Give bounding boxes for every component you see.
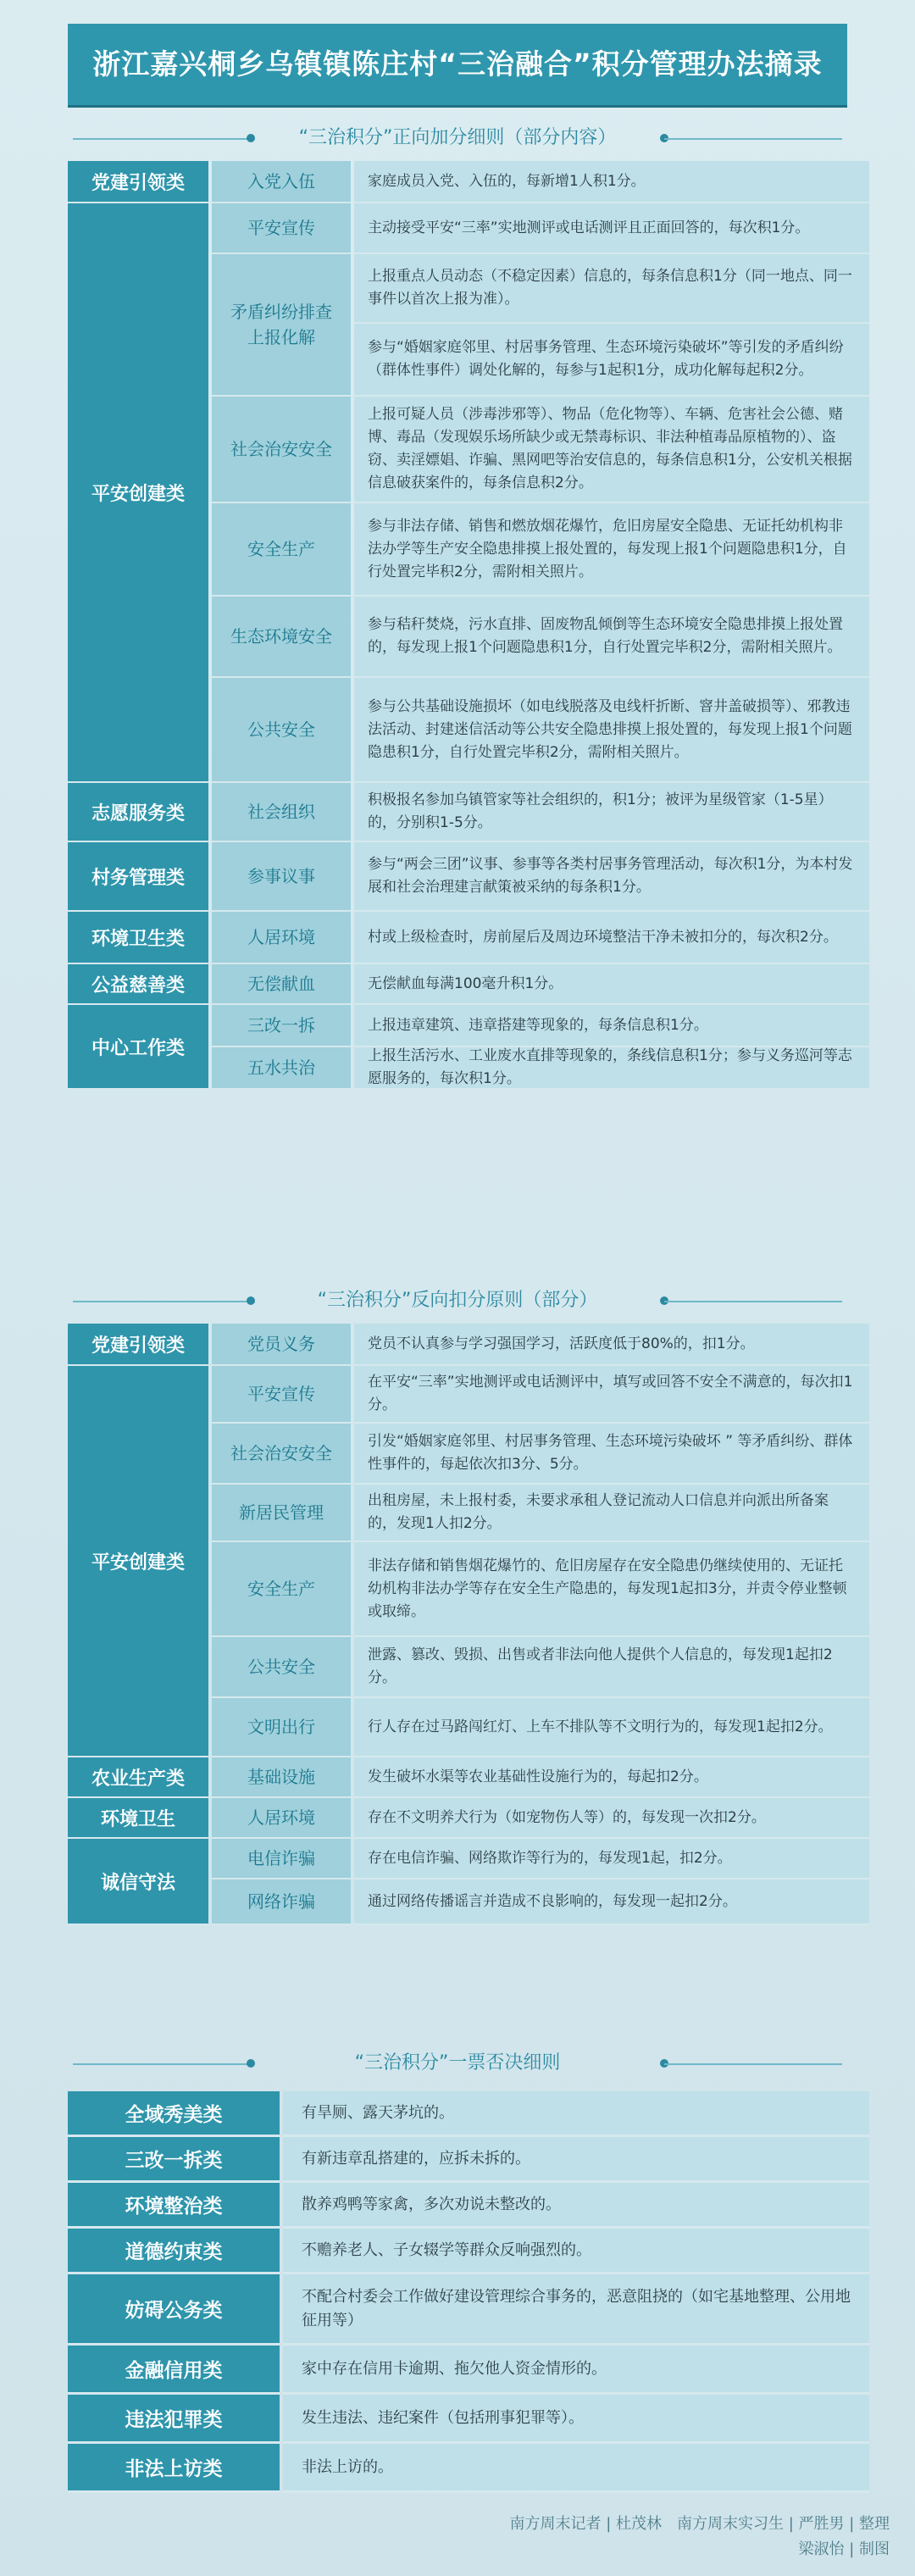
- rule-description: 上报重点人员动态（不稳定因素）信息的，每条信息积1分（同一地点、同一事件以首次上报为准）。: [354, 254, 869, 324]
- item-cell: 社会治安安全: [212, 397, 351, 503]
- rule-description: 引发“婚姻家庭邻里、村居事务管理、生态环境污染破坏 ” 等矛盾纠纷、群体性事件的，每起依次扣3分、5分。: [354, 1424, 869, 1485]
- item-cell: 人居环境: [212, 1798, 351, 1839]
- item-cell: 公共安全: [212, 678, 351, 783]
- rule-description: 村或上级检查时，房前屋后及周边环境整洁干净未被扣分的，每次积2分。: [354, 912, 869, 964]
- rule-description: 通过网络传播谣言并造成不良影响的，每发现一起扣2分。: [354, 1879, 869, 1925]
- veto-category: 非法上访类: [68, 2444, 280, 2493]
- veto-category: 妨碍公务类: [68, 2274, 280, 2346]
- item-cell: 党员义务: [212, 1324, 351, 1366]
- rule-description: 主动接受平安“三率”实地测评或电话测评且正面回答的，每次积1分。: [354, 203, 869, 254]
- credits: [42, 2512, 890, 2562]
- item-cell: 三改一拆: [212, 1005, 351, 1047]
- section-heading-text: “三治积分”反向扣分原则（部分）: [317, 1290, 598, 1311]
- rule-description: 存在不文明养犬行为（如宠物伤人等）的，每发现一次扣2分。: [354, 1798, 869, 1839]
- item-cell: 文明出行: [212, 1698, 351, 1757]
- item-cell: 安全生产: [212, 503, 351, 597]
- rule-description: 无偿献血每满100毫升积1分。: [354, 964, 869, 1005]
- section-heading-text: “三治积分”正向加分细则（部分内容）: [298, 127, 617, 148]
- item-cell: 矛盾纠纷排查上报化解: [212, 254, 351, 397]
- rule-description: 出租房屋，未上报村委，未要求承租人登记流动人口信息并向派出所备案的，发现1人扣2分。: [354, 1485, 869, 1542]
- veto-category: 金融信用类: [68, 2346, 280, 2395]
- item-cell: 无偿献血: [212, 964, 351, 1005]
- item-cell: 社会组织: [212, 783, 351, 842]
- category-cell: 村务管理类: [68, 842, 208, 912]
- item-cell: 平安宣传: [212, 203, 351, 254]
- rule-description: 参与“婚姻家庭邻里、村居事务管理、生态环境污染破坏”等引发的矛盾纠纷（群体性事件）调处化解的，每参与1起积1分，成功化解每起积2分。: [354, 324, 869, 397]
- veto-category: 违法犯罪类: [68, 2395, 280, 2444]
- item-cell: 参事议事: [212, 842, 351, 912]
- negative-points-table: [68, 1324, 869, 2020]
- category-cell: 环境卫生: [68, 1798, 208, 1839]
- veto-description: 家中存在信用卡逾期、拖欠他人资金情形的。: [283, 2346, 869, 2395]
- rule-description: 上报生活污水、工业废水直排等现象的，条线信息积1分；参与义务巡河等志愿服务的，每次积1分。: [354, 1047, 869, 1090]
- item-cell: 新居民管理: [212, 1485, 351, 1542]
- veto-description: 非法上访的。: [283, 2444, 869, 2493]
- category-cell: 志愿服务类: [68, 783, 208, 842]
- rule-description: 泄露、篡改、毁损、出售或者非法向他人提供个人信息的，每发现1起扣2分。: [354, 1637, 869, 1698]
- item-cell: 安全生产: [212, 1542, 351, 1637]
- item-cell: 网络诈骗: [212, 1879, 351, 1925]
- category-cell: 诚信守法: [68, 1839, 208, 1925]
- page-title: 浙江嘉兴桐乡乌镇镇陈庄村“三治融合”积分管理办法摘录: [68, 24, 847, 105]
- veto-table: [68, 2091, 869, 2498]
- veto-description: 不赡养老人、子女辍学等群众反响强烈的。: [283, 2229, 869, 2274]
- rule-description: 发生破坏水渠等农业基础性设施行为的，每起扣2分。: [354, 1757, 869, 1798]
- section-heading-negative: [73, 1281, 842, 1320]
- category-cell: 平安创建类: [68, 203, 208, 783]
- veto-category: 三改一拆类: [68, 2137, 280, 2183]
- category-cell: 中心工作类: [68, 1005, 208, 1090]
- rule-description: 家庭成员入党、入伍的，每新增1人积1分。: [354, 161, 869, 203]
- category-cell: 公益慈善类: [68, 964, 208, 1005]
- rule-description: 上报可疑人员（涉毒涉邪等）、物品（危化物等）、车辆、危害社会公德、赌博、毒品（发现娱乐场所缺少或无禁毒标识、非法种植毒品原植物的）、盗窃、卖淫嫖娼、诈骗、黑网吧等治安信息的，每条信息积1分，公安机关根据信息破获案件的，每条信息积2分。: [354, 397, 869, 503]
- rule-description: 存在电信诈骗、网络欺诈等行为的，每发现1起，扣2分。: [354, 1839, 869, 1879]
- rule-description: 参与公共基础设施损坏（如电线脱落及电线杆折断、窨井盖破损等）、邪教违法活动、封建迷信活动等公共安全隐患排摸上报处置的，每发现上报1个问题隐患积1分，自行处置完毕积2分，需附相关照片。: [354, 678, 869, 783]
- veto-category: 环境整治类: [68, 2183, 280, 2229]
- category-cell: 农业生产类: [68, 1757, 208, 1798]
- item-cell: 电信诈骗: [212, 1839, 351, 1879]
- category-cell: 党建引领类: [68, 161, 208, 203]
- veto-description: 有新违章乱搭建的，应拆未拆的。: [283, 2137, 869, 2183]
- section-heading-text: “三治积分”一票否决细则: [354, 2052, 561, 2074]
- credits-line: 南方周末记者 | 杜茂林 南方周末实习生 | 严胜男 | 整理: [509, 2515, 890, 2533]
- positive-points-table: [68, 161, 869, 1259]
- rule-description: 上报违章建筑、违章搭建等现象的，每条信息积1分。: [354, 1005, 869, 1047]
- item-cell: 平安宣传: [212, 1366, 351, 1424]
- rule-description: 党员不认真参与学习强国学习，活跃度低于80%的，扣1分。: [354, 1324, 869, 1366]
- rule-description: 参与非法存储、销售和燃放烟花爆竹，危旧房屋安全隐患、无证托幼机构非法办学等生产安全隐患排摸上报处置的，每发现上报1个问题隐患积1分，自行处置完毕积2分，需附相关照片。: [354, 503, 869, 597]
- veto-description: 散养鸡鸭等家禽，多次劝说未整改的。: [283, 2183, 869, 2229]
- credits-line: 梁淑怡 | 制图: [798, 2540, 890, 2558]
- rule-description: 参与“两会三团”议事、参事等各类村居事务管理活动，每次积1分，为本村发展和社会治理建言献策被采纳的每条积1分。: [354, 842, 869, 912]
- item-cell: 公共安全: [212, 1637, 351, 1698]
- rule-description: 参与秸秆焚烧，污水直排、固废物乱倾倒等生态环境安全隐患排摸上报处置的，每发现上报1个问题隐患积1分，自行处置完毕积2分，需附相关照片。: [354, 597, 869, 678]
- rule-description: 行人存在过马路闯红灯、上车不排队等不文明行为的，每发现1起扣2分。: [354, 1698, 869, 1757]
- veto-description: 发生违法、违纪案件（包括刑事犯罪等）。: [283, 2395, 869, 2444]
- rule-description: 在平安“三率”实地测评或电话测评中，填写或回答不安全不满意的，每次扣1分。: [354, 1366, 869, 1424]
- section-heading-positive: [73, 119, 842, 158]
- item-cell: 生态环境安全: [212, 597, 351, 678]
- item-cell: 人居环境: [212, 912, 351, 964]
- veto-category: 全域秀美类: [68, 2091, 280, 2137]
- item-cell: 五水共治: [212, 1047, 351, 1090]
- veto-description: 有旱厕、露天茅坑的。: [283, 2091, 869, 2137]
- category-cell: 平安创建类: [68, 1366, 208, 1757]
- category-cell: 党建引领类: [68, 1324, 208, 1366]
- veto-description: 不配合村委会工作做好建设管理综合事务的，恶意阻挠的（如宅基地整理、公用地征用等）: [283, 2274, 869, 2346]
- item-cell: 社会治安安全: [212, 1424, 351, 1485]
- item-cell: 基础设施: [212, 1757, 351, 1798]
- rule-description: 非法存储和销售烟花爆竹的、危旧房屋存在安全隐患仍继续使用的、无证托幼机构非法办学等存在安全生产隐患的，每发现1起扣3分，并责令停业整顿或取缔。: [354, 1542, 869, 1637]
- category-cell: 环境卫生类: [68, 912, 208, 964]
- section-heading-veto: [73, 2044, 842, 2083]
- rule-description: 积极报名参加乌镇管家等社会组织的，积1分；被评为星级管家（1-5星）的，分别积1-5分。: [354, 783, 869, 842]
- item-cell: 入党入伍: [212, 161, 351, 203]
- veto-category: 道德约束类: [68, 2229, 280, 2274]
